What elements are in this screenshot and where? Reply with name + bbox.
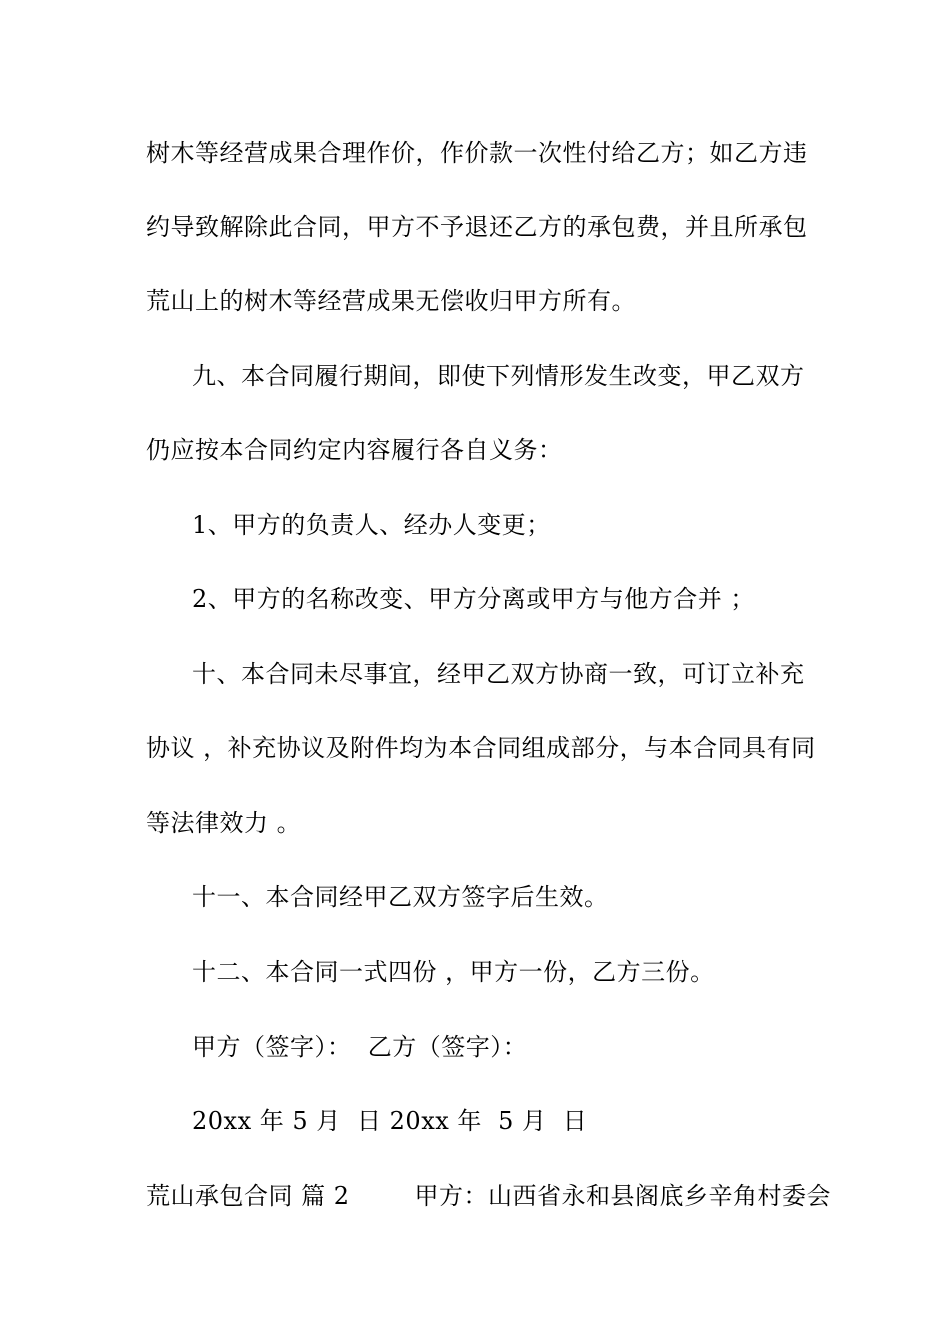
section-heading-line: 荒山承包合同 篇 2 甲方：山西省永和县阁底乡辛角村委会 xyxy=(146,1182,832,1210)
clause-12: 十二、本合同一式四份 ，甲方一份，乙方三份。 xyxy=(192,958,715,986)
paragraph-line-1: 树木等经营成果合理作价，作价款一次性付给乙方；如乙方违 xyxy=(146,139,808,167)
clause-9-line-1: 九、本合同履行期间，即使下列情形发生改变，甲乙双方 xyxy=(192,362,805,390)
paragraph-line-3: 荒山上的树木等经营成果无偿收归甲方所有。 xyxy=(146,287,636,315)
paragraph-line-2: 约导致解除此合同，甲方不予退还乙方的承包费，并且所承包 xyxy=(146,213,808,241)
clause-10-line-3: 等法律效力 。 xyxy=(146,809,302,837)
clause-10-line-2: 协议 ，补充协议及附件均为本合同组成部分，与本合同具有同 xyxy=(146,734,816,762)
clause-9-item-1: 1、甲方的负责人、经办人变更； xyxy=(192,511,551,539)
clause-10-line-1: 十、本合同未尽事宜，经甲乙双方协商一致，可订立补充 xyxy=(192,660,805,688)
clause-9-line-2: 仍应按本合同约定内容履行各自义务： xyxy=(146,436,563,464)
signature-line: 甲方（签字）： 乙方（签字）： xyxy=(192,1033,528,1061)
date-line: 20xx 年 5 月 日 20xx 年 5 月 日 xyxy=(192,1107,588,1135)
clause-11: 十一、本合同经甲乙双方签字后生效。 xyxy=(192,883,609,911)
clause-9-item-2: 2、甲方的名称改变、甲方分离或甲方与他方合并 ； xyxy=(192,585,755,613)
